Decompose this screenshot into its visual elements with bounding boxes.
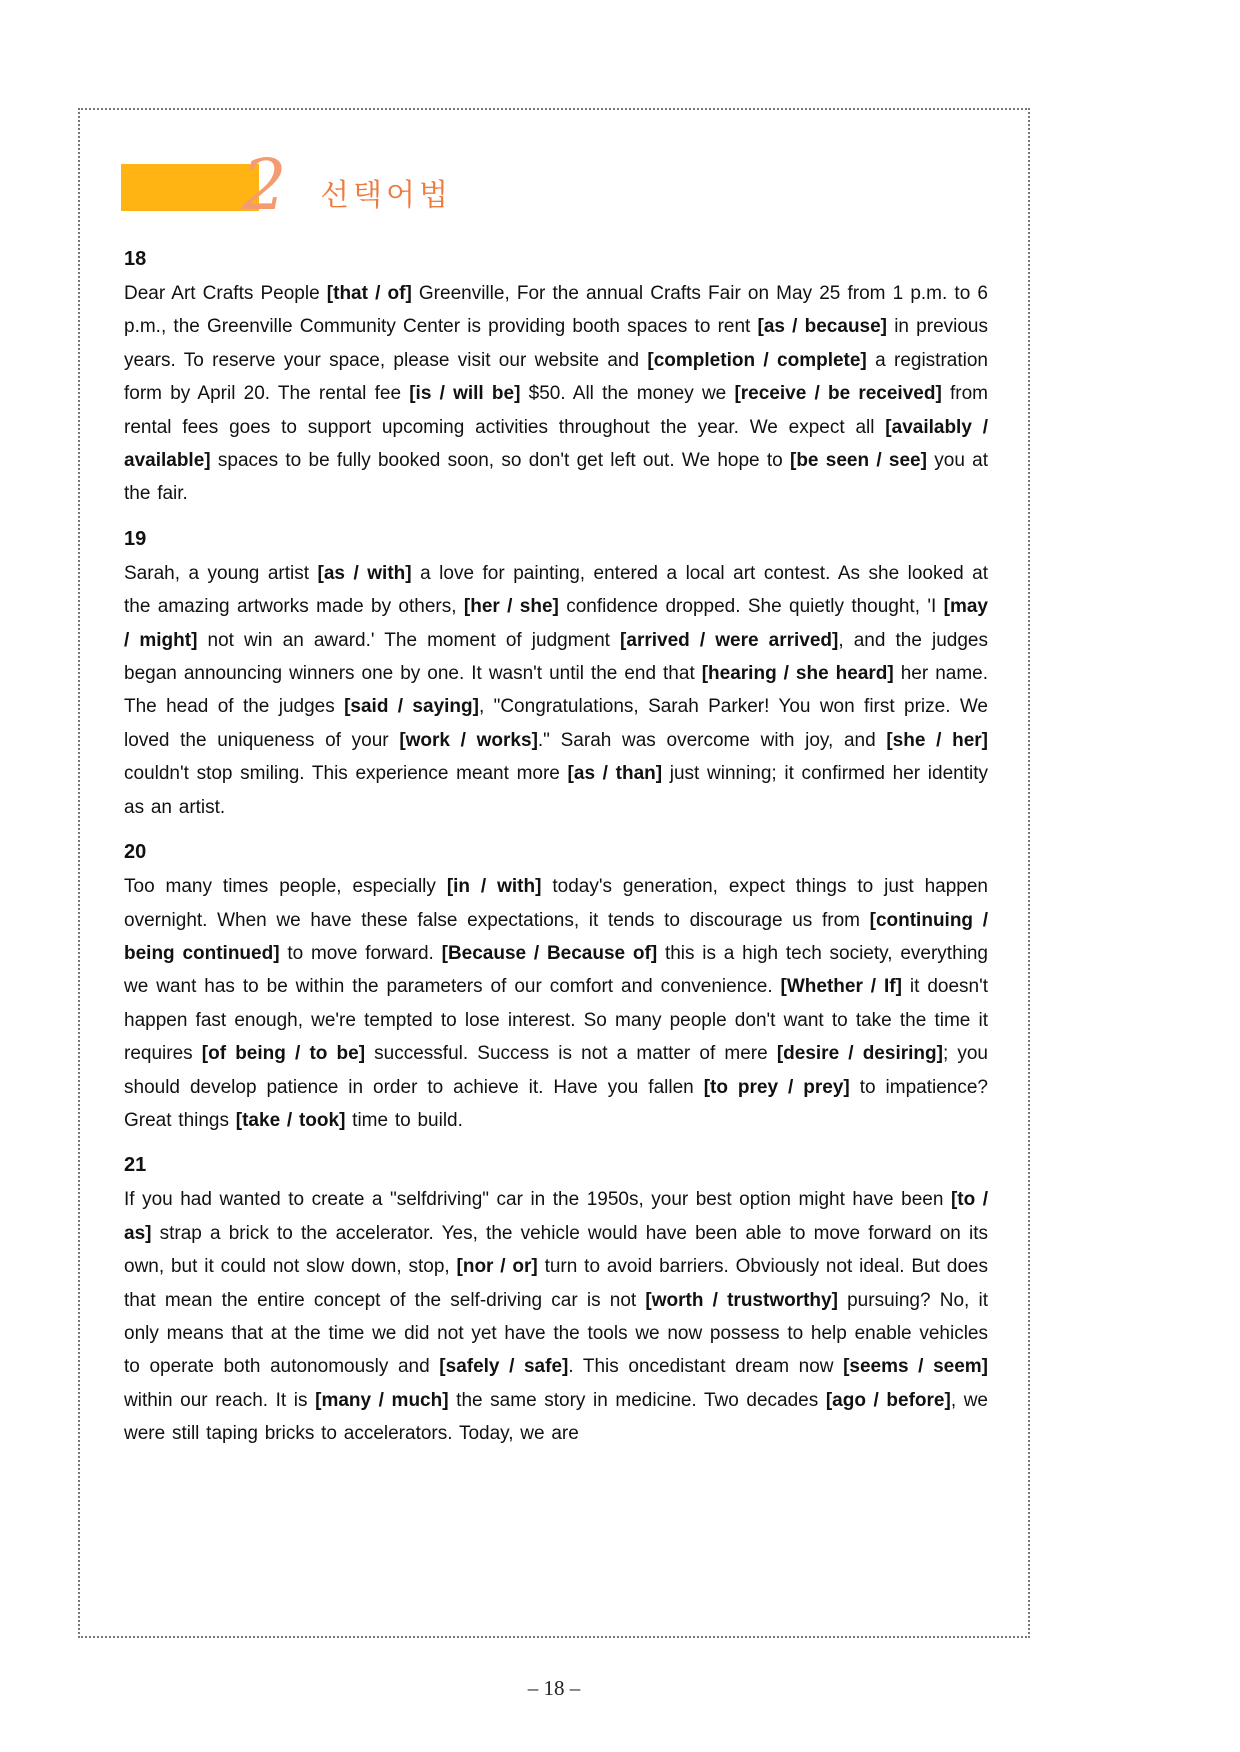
unit-number: 2 (242, 144, 287, 226)
passage-21: If you had wanted to create a "selfdriving" car in the 1950s, your best option might have been [to / as] strap a brick to the accelerator. Yes, the vehicle would have been able to move forward on its own, but it could not slow down, stop, [nor / or] turn to avoid barriers. Obviously not ideal. But does that mean the entire concept of the self-driving car is not [worth / trustworthy] pursuing? No, it only means that at the time we did not yet have the tools we now possess to help enable vehicles to operate both autonomously and [safely / safe]. This oncedistant dream now [seems / seem] within our reach. It is [many / much] the same story in medicine. Two decades [ago / before], we were still taping bricks to accelerators. Today, we are (124, 1189, 988, 1445)
unit-header (124, 144, 988, 226)
question-20 (124, 841, 988, 1137)
page-border (78, 108, 1030, 1638)
question-number: 18 (124, 248, 147, 270)
question-19 (124, 528, 988, 824)
unit-title: 선택어법 (320, 179, 452, 212)
question-number: 20 (124, 841, 147, 864)
question-21 (124, 1154, 988, 1450)
passage-19: Sarah, a young artist [as / with] a love for painting, entered a local art contest. As she looked at the amazing artworks made by others, [her / she] confidence dropped. She quietly thought, 'I [may / might] not win an award.' The moment of judgment [arrived / were arrived], and the judges began announcing winners one by one. It wasn't until the end that [hearing / she heard] her name. The head of the judges [said / saying], "Congratulations, Sarah Parker! You won first prize. We loved the uniqueness of your [work / works]." Sarah was overcome with joy, and [she / her] couldn't stop smiling. This experience meant more [as / than] just winning; it confirmed her identity as an artist. (124, 562, 989, 818)
unit-color-bar (121, 164, 259, 211)
question-number: 19 (124, 527, 147, 550)
page-number: – 18 – (527, 1676, 581, 1700)
passage-18: Dear Art Crafts People [that / of] Greenville, For the annual Crafts Fair on May 25 from 1 p.m. to 6 p.m., the Greenville Community Center is providing booth spaces to rent [as / because] in previous years. To reserve your space, please visit our website and [completion / complete] a registration form by April 20. The rental fee [is / will be] $50. All the money we [receive / be received] from rental fees goes to support upcoming activities throughout the year. We expect all [availably / available] spaces to be fully booked soon, so don't get left out. We hope to [be seen / see] you at the fair. (124, 283, 989, 505)
question-18 (124, 248, 988, 511)
passage-20: Too many times people, especially [in / with] today's generation, expect things to just happen overnight. When we have these false expectations, it tends to discourage us from [continuing / being continued] to move forward. [Because / Because of] this is a high tech society, everything we want has to be within the parameters of our comfort and convenience. [Whether / If] it doesn't happen fast enough, we're tempted to lose interest. So many people don't want to take the time it requires [of being / to be] successful. Success is not a matter of mere [desire / desiring]; you should develop patience in order to achieve it. Have you fallen [to prey / prey] to impatience? Great things [take / took] time to build. (124, 876, 988, 1131)
page-content (80, 110, 1028, 1451)
question-number: 21 (124, 1154, 147, 1177)
